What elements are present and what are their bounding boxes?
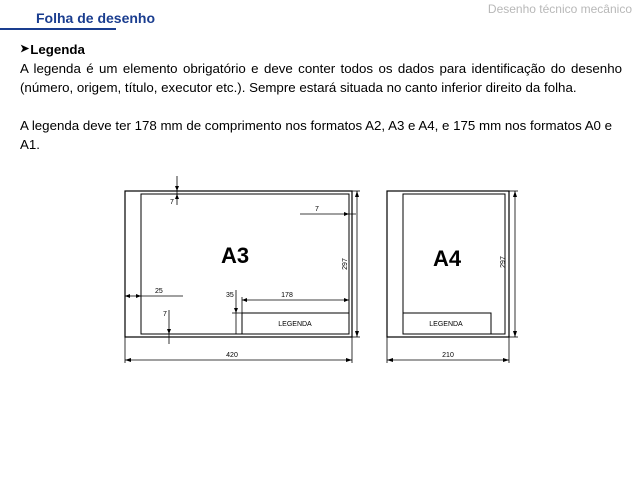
a3-left-margin-value: 25 bbox=[155, 288, 163, 295]
a3-format-label: A3 bbox=[220, 243, 250, 268]
a3-top-margin-value: 7 bbox=[170, 199, 174, 206]
a3-bottom-margin-arrow bbox=[167, 329, 171, 334]
paragraph-definition: A legenda é um elemento obrigatório e deve conter todos os dados para identificação do desenho (número, origem, título, executor etc.). Sempre estará situada no canto inferior direito da folha. bbox=[20, 61, 622, 95]
a3-legend-length-value: 178 bbox=[281, 292, 293, 299]
a3-diagram bbox=[125, 176, 360, 363]
header-subject: Desenho técnico mecânico bbox=[487, 2, 632, 16]
a3-legend-len-arrow-right bbox=[344, 298, 349, 302]
section-heading-text: Legenda bbox=[30, 42, 85, 57]
a3-bottom-margin-value: 7 bbox=[163, 311, 167, 318]
a3-height-value: 297 bbox=[342, 258, 349, 270]
a3-left-margin-arrow-2 bbox=[136, 294, 141, 298]
a3-width-arrow-right bbox=[346, 358, 352, 362]
a4-width-value: 210 bbox=[442, 352, 454, 359]
a3-right-margin-arrow bbox=[344, 212, 349, 216]
page-title: Folha de desenho bbox=[36, 10, 156, 26]
a3-height-arrow-bottom bbox=[355, 331, 359, 337]
a3-right-margin-value: 7 bbox=[315, 206, 319, 213]
a4-width-arrow-right bbox=[503, 358, 509, 362]
a3-width-arrow-left bbox=[125, 358, 131, 362]
a3-top-margin-arrow bbox=[175, 186, 179, 191]
a4-diagram bbox=[387, 191, 518, 363]
a3-legend-len-arrow-left bbox=[242, 298, 247, 302]
a4-height-value: 297 bbox=[500, 256, 507, 268]
a3-legend-text: LEGENDA bbox=[278, 321, 312, 328]
a3-labels bbox=[155, 199, 349, 359]
a3-legend-height-arrow bbox=[234, 308, 238, 313]
a4-height-arrow-top bbox=[513, 191, 517, 197]
a4-legend-text: LEGENDA bbox=[429, 321, 463, 328]
arrow-bullet-icon: ➤ bbox=[20, 43, 30, 55]
a3-legend-height-value: 35 bbox=[226, 292, 234, 299]
a3-top-margin-arrow-2 bbox=[175, 194, 179, 199]
a4-labels bbox=[429, 246, 507, 359]
paragraph-lengths: A legenda deve ter 178 mm de comprimento nos formatos A2, A3 e A4, e 175 mm nos formatos A0 e A1. bbox=[20, 118, 613, 152]
a3-left-margin-arrow-1 bbox=[125, 294, 130, 298]
a4-width-arrow-left bbox=[387, 358, 393, 362]
a4-format-label: A4 bbox=[432, 246, 462, 271]
a3-height-arrow-top bbox=[355, 191, 359, 197]
a3-width-value: 420 bbox=[226, 352, 238, 359]
a4-height-arrow-bottom bbox=[513, 331, 517, 337]
